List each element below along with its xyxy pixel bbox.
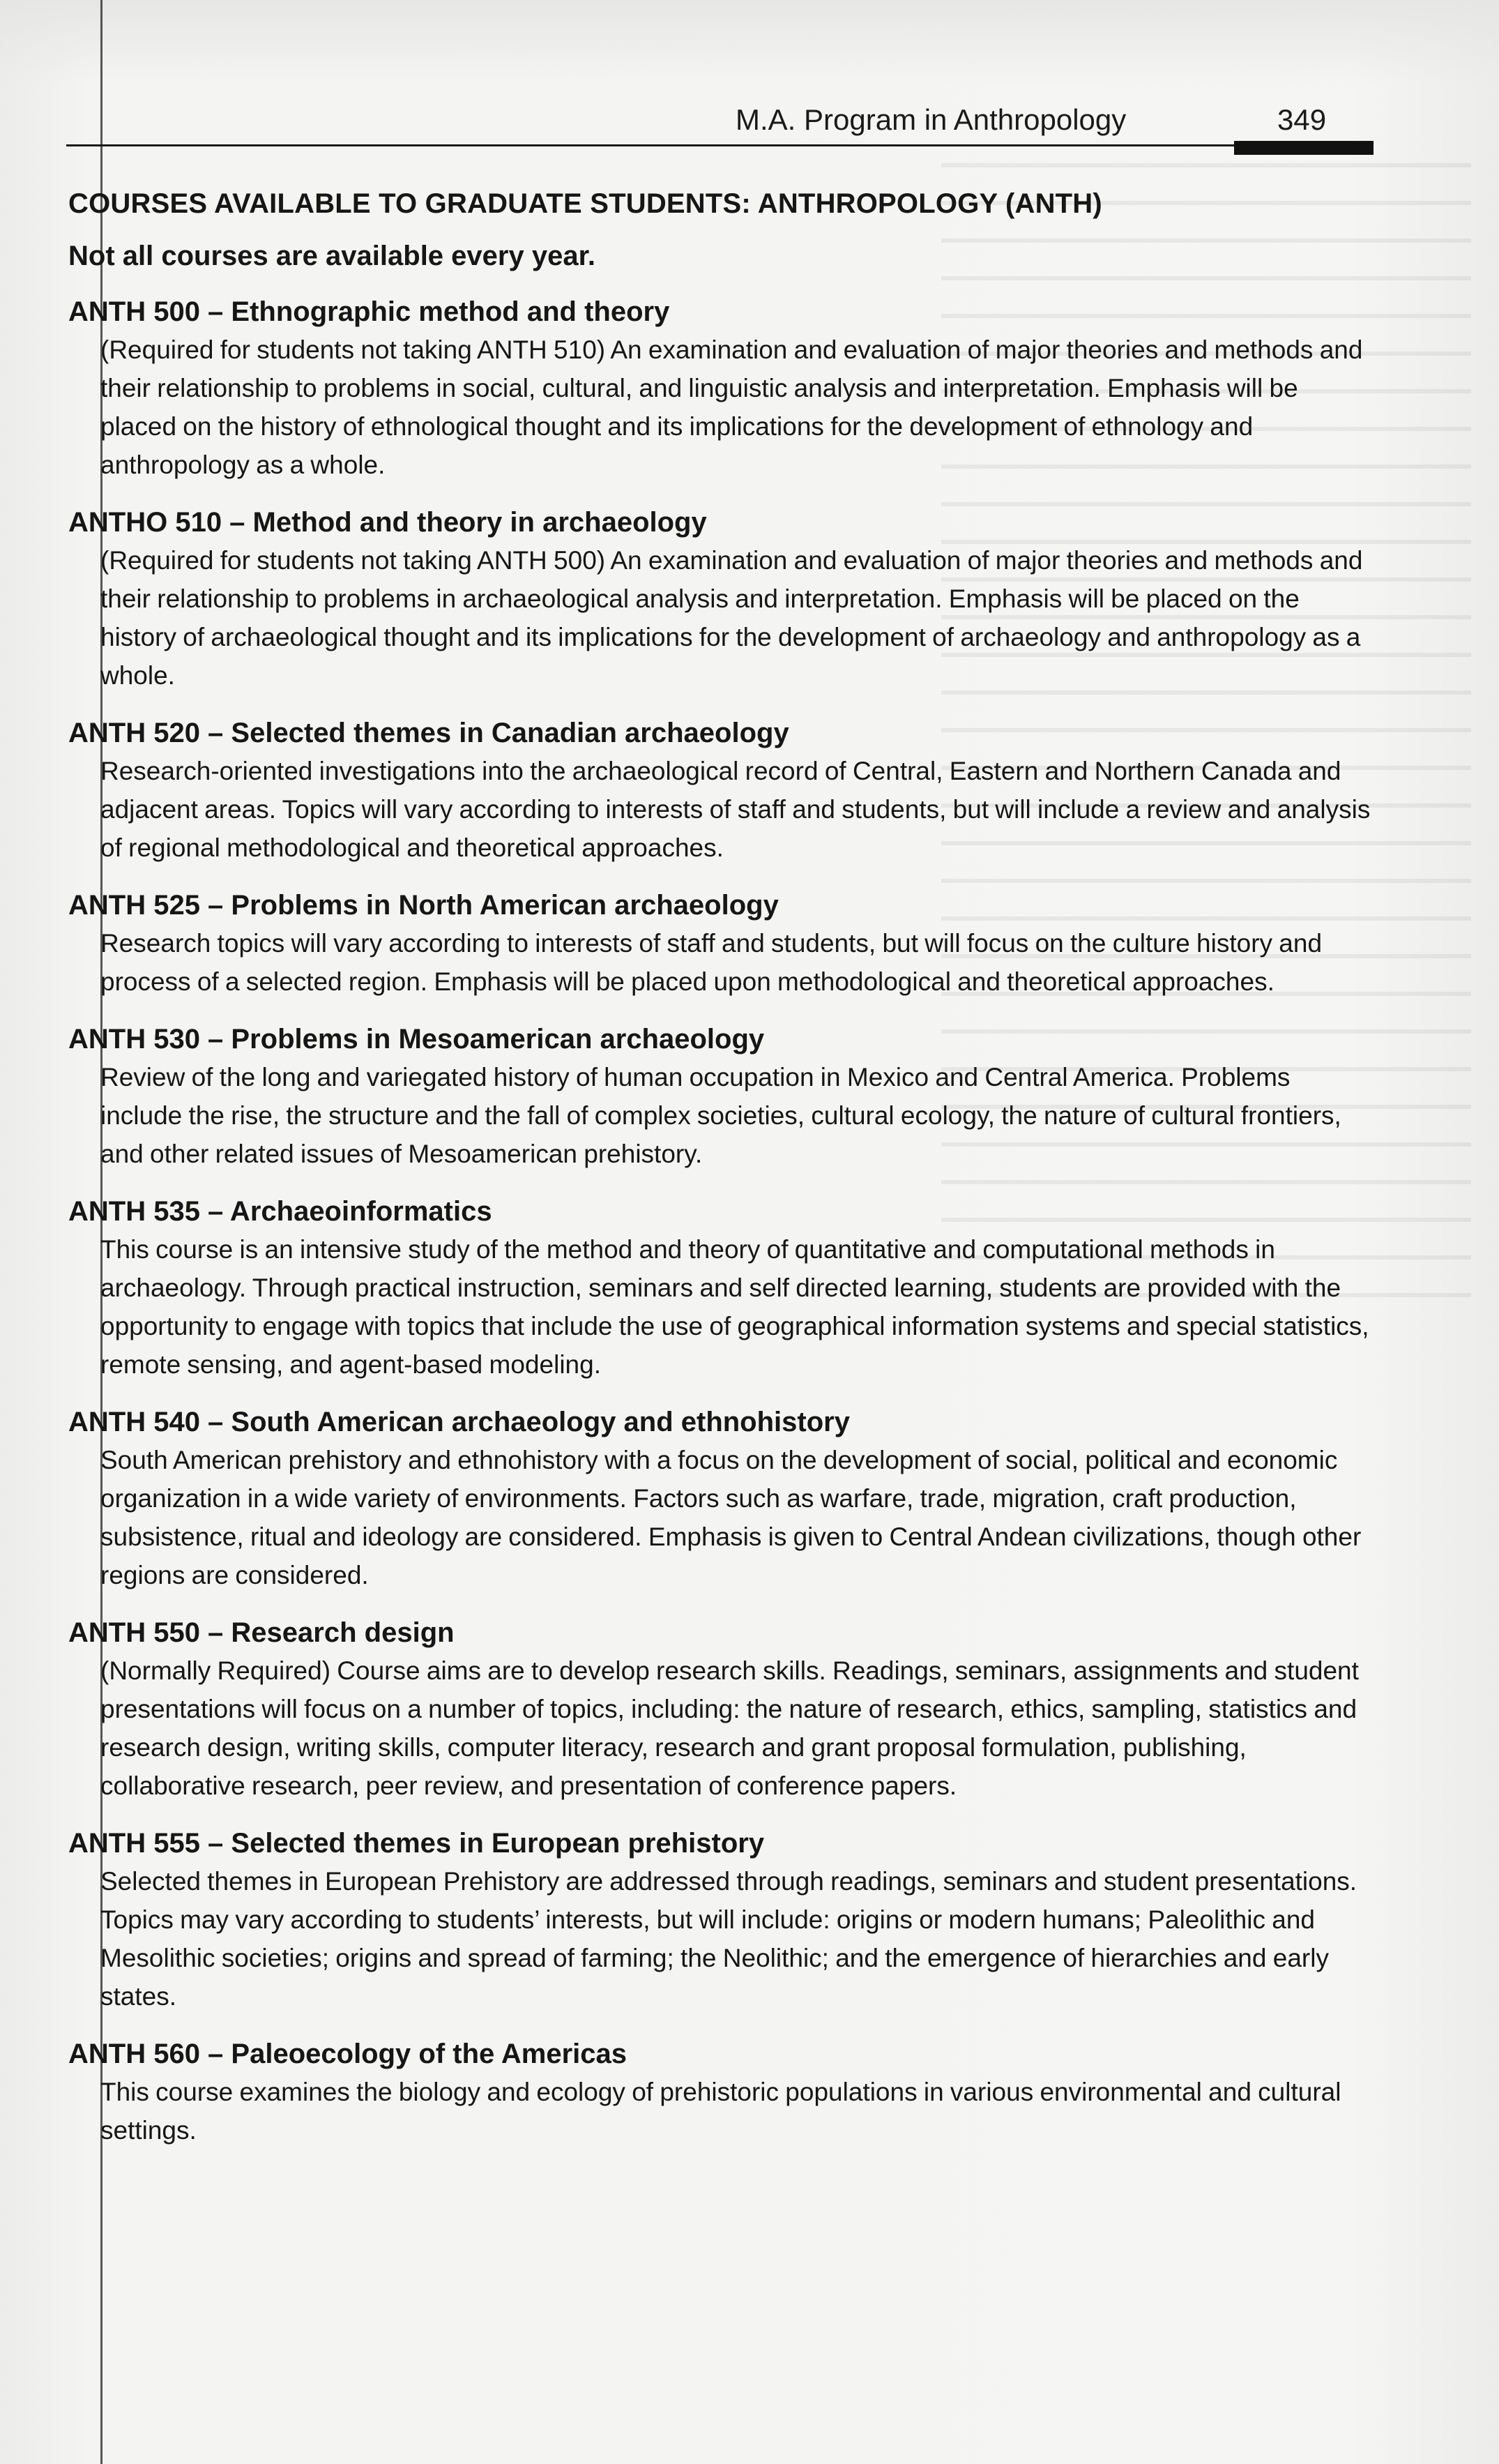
course-description: This course examines the biology and ecology of prehistoric populations in various environmental and cultural settings. <box>100 2078 1341 2145</box>
section-title: COURSES AVAILABLE TO GRADUATE STUDENTS: ANTHROPOLOGY (ANTH) <box>68 188 1102 219</box>
course-entry <box>68 504 1379 695</box>
course-description: (Normally Required) Course aims are to develop research skills. Readings, seminars, assignments and student presentations will focus on a number of topics, including: the nature of research, ethics, sampling, statistics and research design, writing skills, computer literacy, research and grant proposal formulation, publishing, collaborative research, peer review, and presentation of conference papers. <box>100 1656 1359 1800</box>
header-tab-bar <box>1234 141 1374 155</box>
course-description: (Required for students not taking ANTH 500) An examination and evaluation of major theories and methods and their relationship to problems in archaeological analysis and interpretation. Emphasis will be placed on the history of archaeological thought and its implications for the development of archaeology and anthropology as a whole. <box>100 546 1363 690</box>
course-entry <box>68 1193 1379 1384</box>
course-description: Review of the long and variegated history of human occupation in Mexico and Central America. Problems include the rise, the structure and the fall of complex societies, cultural ecology, the nature of cultural frontiers, and other related issues of Mesoamerican prehistory. <box>100 1063 1341 1168</box>
course-title: ANTH 520 – Selected themes in Canadian archaeology <box>68 718 789 748</box>
course-title: ANTH 540 – South American archaeology and ethnohistory <box>68 1407 850 1437</box>
course-title: ANTH 500 – Ethnographic method and theory <box>68 296 670 327</box>
course-entry <box>68 1824 1379 2016</box>
section-note: Not all courses are available every year. <box>68 241 596 271</box>
running-head: M.A. Program in Anthropology <box>736 103 1127 136</box>
course-title: ANTH 535 – Archaeoinformatics <box>68 1196 492 1227</box>
main-content <box>68 188 1379 2169</box>
course-description: (Required for students not taking ANTH 510) An examination and evaluation of major theories and methods and their relationship to problems in social, cultural, and linguistic analysis and interpretation. Emphasis will be placed on the history of ethnological thought and its implications for the development of ethnology and anthropology as a whole. <box>100 335 1363 479</box>
course-description: This course is an intensive study of the method and theory of quantitative and computational methods in archaeology. Through practical instruction, seminars and self directed learning, students are provided with the opportunity to engage with topics that include the use of geographical information systems and special statistics, remote sensing, and agent-based modeling. <box>100 1235 1369 1379</box>
course-description: South American prehistory and ethnohistory with a focus on the development of social, political and economic organization in a wide variety of environments. Factors such as warfare, trade, migration, craft production, subsistence, ritual and ideology are considered. Emphasis is given to Central Andean civilizations, though other regions are considered. <box>100 1446 1362 1589</box>
course-entry <box>68 714 1379 867</box>
scan-shadow <box>0 0 1499 84</box>
course-entry <box>68 1614 1379 1805</box>
course-entry <box>68 293 1379 484</box>
course-title: ANTH 530 – Problems in Mesoamerican archaeology <box>68 1024 765 1055</box>
page-number: 349 <box>1277 103 1327 136</box>
course-title: ANTH 560 – Paleoecology of the Americas <box>68 2039 627 2069</box>
course-entry <box>68 2035 1379 2149</box>
course-entry <box>68 1020 1379 1173</box>
course-title: ANTHO 510 – Method and theory in archaeology <box>68 507 707 538</box>
course-description: Research-oriented investigations into the archaeological record of Central, Eastern and Northern Canada and adjacent areas. Topics will vary according to interests of staff and students, but will include a review and analysis of regional methodological and theoretical approaches. <box>100 757 1371 862</box>
course-entry <box>68 886 1379 1001</box>
course-title: ANTH 555 – Selected themes in European prehistory <box>68 1828 765 1859</box>
course-title: ANTH 525 – Problems in North American archaeology <box>68 890 779 921</box>
course-entry <box>68 1403 1379 1594</box>
header-rule <box>66 144 1374 146</box>
course-description: Research topics will vary according to interests of staff and students, but will focus on the culture history and process of a selected region. Emphasis will be placed upon methodological and theoretical approaches. <box>100 929 1323 996</box>
course-title: ANTH 550 – Research design <box>68 1617 455 1648</box>
course-description: Selected themes in European Prehistory are addressed through readings, seminars and student presentations. Topics may vary according to students’ interests, but will include: origins or modern humans; Paleolithic and Mesolithic societies; origins and spread of farming; the Neolithic; and the emergence of hierarchies and early states. <box>100 1867 1357 2011</box>
